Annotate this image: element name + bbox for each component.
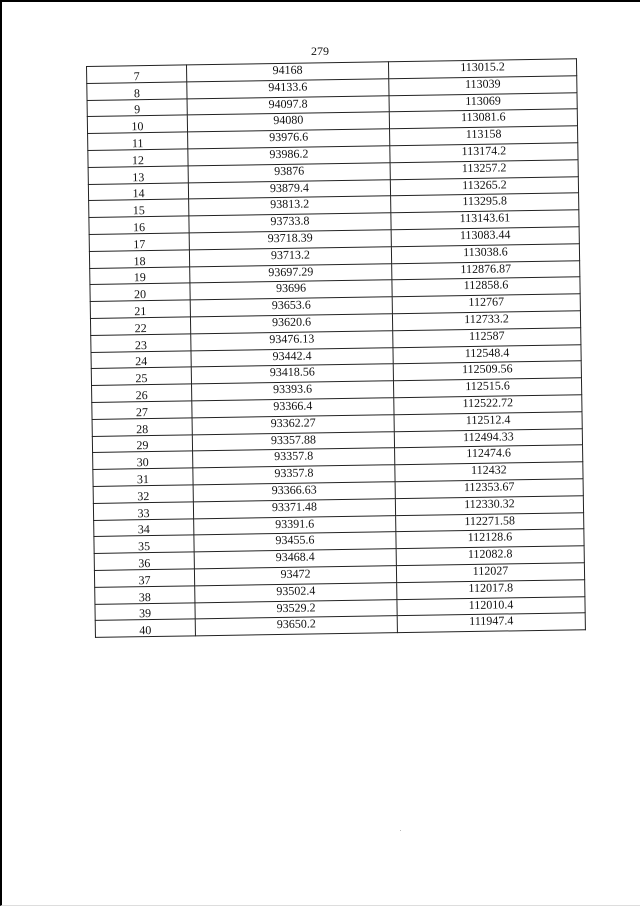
coord-a-cell: 93366.4	[192, 398, 394, 418]
coord-b-cell: 112017.8	[397, 579, 585, 599]
coord-b-cell: 113265.2	[390, 176, 578, 196]
coord-b-cell: 112548.4	[393, 344, 581, 364]
coord-a-cell: 93468.4	[194, 549, 396, 569]
page-number: 279	[311, 44, 329, 58]
coord-a-cell: 93620.6	[190, 314, 392, 334]
point-number-cell: 26	[92, 384, 192, 402]
point-number-cell: 24	[91, 350, 191, 368]
coord-b-cell: 112027	[396, 563, 584, 583]
coord-b-cell: 113069	[389, 92, 577, 112]
coord-b-cell: 112128.6	[396, 529, 584, 549]
coordinates-table-wrapper	[86, 58, 585, 638]
coord-a-cell: 93733.8	[189, 213, 391, 233]
coord-a-cell: 93472	[194, 566, 396, 586]
coord-b-cell: 113038.6	[391, 244, 579, 264]
coord-a-cell: 93357.8	[193, 448, 395, 468]
coord-a-cell: 93476.13	[191, 330, 393, 350]
coord-a-cell: 93718.39	[189, 230, 391, 250]
point-number-cell: 31	[93, 468, 193, 486]
coordinates-table	[86, 58, 586, 638]
point-number-cell: 36	[94, 552, 194, 570]
coord-a-cell: 93357.88	[192, 431, 394, 451]
coord-b-cell: 112432	[395, 462, 583, 482]
coord-a-cell: 93502.4	[195, 582, 397, 602]
point-number-cell: 15	[89, 199, 189, 217]
coord-b-cell: 113015.2	[388, 59, 576, 79]
point-number-cell: 38	[95, 586, 195, 604]
coord-a-cell: 93697.29	[190, 263, 392, 283]
point-number-cell: 11	[88, 132, 188, 150]
point-number-cell: 34	[94, 518, 194, 536]
coord-b-cell: 113083.44	[391, 227, 579, 247]
coord-b-cell: 112587	[393, 328, 581, 348]
point-number-cell: 22	[90, 317, 190, 335]
point-number-cell: 20	[90, 283, 190, 301]
coord-b-cell: 112858.6	[392, 277, 580, 297]
coord-a-cell: 93653.6	[190, 297, 392, 317]
point-number-cell: 10	[87, 115, 187, 133]
coord-a-cell: 93418.56	[191, 364, 393, 384]
coord-b-cell: 112271.58	[396, 512, 584, 532]
coord-b-cell: 112082.8	[396, 546, 584, 566]
coord-b-cell: 112522.72	[394, 395, 582, 415]
coord-a-cell: 93696	[190, 280, 392, 300]
coord-a-cell: 93391.6	[194, 515, 396, 535]
coord-b-cell: 112515.6	[393, 378, 581, 398]
point-number-cell: 23	[91, 334, 191, 352]
coord-a-cell: 93442.4	[191, 347, 393, 367]
point-number-cell: 7	[87, 65, 187, 83]
point-number-cell: 13	[88, 166, 188, 184]
coord-b-cell: 113039	[389, 76, 577, 96]
coord-a-cell: 94097.8	[187, 95, 389, 115]
point-number-cell: 8	[87, 82, 187, 100]
point-number-cell: 39	[95, 602, 195, 620]
coord-a-cell: 93366.63	[193, 482, 395, 502]
coord-a-cell: 93357.8	[193, 465, 395, 485]
point-number-cell: 27	[92, 401, 192, 419]
coord-b-cell: 113143.61	[391, 210, 579, 230]
point-number-cell: 29	[92, 434, 192, 452]
coord-b-cell: 113257.2	[390, 160, 578, 180]
coord-a-cell: 94133.6	[187, 79, 389, 99]
coord-b-cell: 113158	[390, 126, 578, 146]
coord-a-cell: 93371.48	[193, 498, 395, 518]
coord-b-cell: 112509.56	[393, 361, 581, 381]
coord-a-cell: 93650.2	[195, 616, 397, 636]
coord-a-cell: 93813.2	[189, 196, 391, 216]
point-number-cell: 25	[91, 367, 191, 385]
point-number-cell: 40	[95, 619, 195, 637]
coord-a-cell: 93455.6	[194, 532, 396, 552]
coord-b-cell: 112876.87	[392, 260, 580, 280]
point-number-cell: 21	[90, 300, 190, 318]
coord-b-cell: 112474.6	[395, 445, 583, 465]
coord-b-cell: 112494.33	[394, 428, 582, 448]
coord-a-cell: 93362.27	[192, 414, 394, 434]
coord-a-cell: 93876	[188, 163, 390, 183]
coord-a-cell: 93879.4	[188, 179, 390, 199]
coord-b-cell: 112330.32	[395, 495, 583, 515]
coord-a-cell: 93976.6	[188, 129, 390, 149]
coord-b-cell: 112010.4	[397, 596, 585, 616]
point-number-cell: 18	[89, 250, 189, 268]
coord-b-cell: 111947.4	[397, 613, 585, 633]
coord-a-cell: 93713.2	[189, 246, 391, 266]
coord-b-cell: 112767	[392, 294, 580, 314]
point-number-cell: 32	[93, 485, 193, 503]
coord-b-cell: 113174.2	[390, 143, 578, 163]
point-number-cell: 16	[89, 216, 189, 234]
point-number-cell: 17	[89, 233, 189, 251]
scan-speck	[400, 830, 401, 831]
table-body	[87, 59, 586, 638]
point-number-cell: 35	[94, 535, 194, 553]
coord-b-cell: 113295.8	[391, 193, 579, 213]
coord-a-cell: 93529.2	[195, 599, 397, 619]
coord-a-cell: 93393.6	[192, 381, 394, 401]
coord-b-cell: 112733.2	[392, 311, 580, 331]
point-number-cell: 30	[93, 451, 193, 469]
coord-a-cell: 93986.2	[188, 146, 390, 166]
point-number-cell: 33	[93, 502, 193, 520]
coord-b-cell: 112353.67	[395, 479, 583, 499]
coord-b-cell: 112512.4	[394, 411, 582, 431]
point-number-cell: 12	[88, 149, 188, 167]
coord-a-cell: 94168	[186, 62, 388, 82]
point-number-cell: 19	[90, 266, 190, 284]
point-number-cell: 28	[92, 418, 192, 436]
point-number-cell: 9	[87, 99, 187, 117]
point-number-cell: 14	[88, 182, 188, 200]
coord-b-cell: 113081.6	[389, 109, 577, 129]
coord-a-cell: 94080	[187, 112, 389, 132]
point-number-cell: 37	[94, 569, 194, 587]
